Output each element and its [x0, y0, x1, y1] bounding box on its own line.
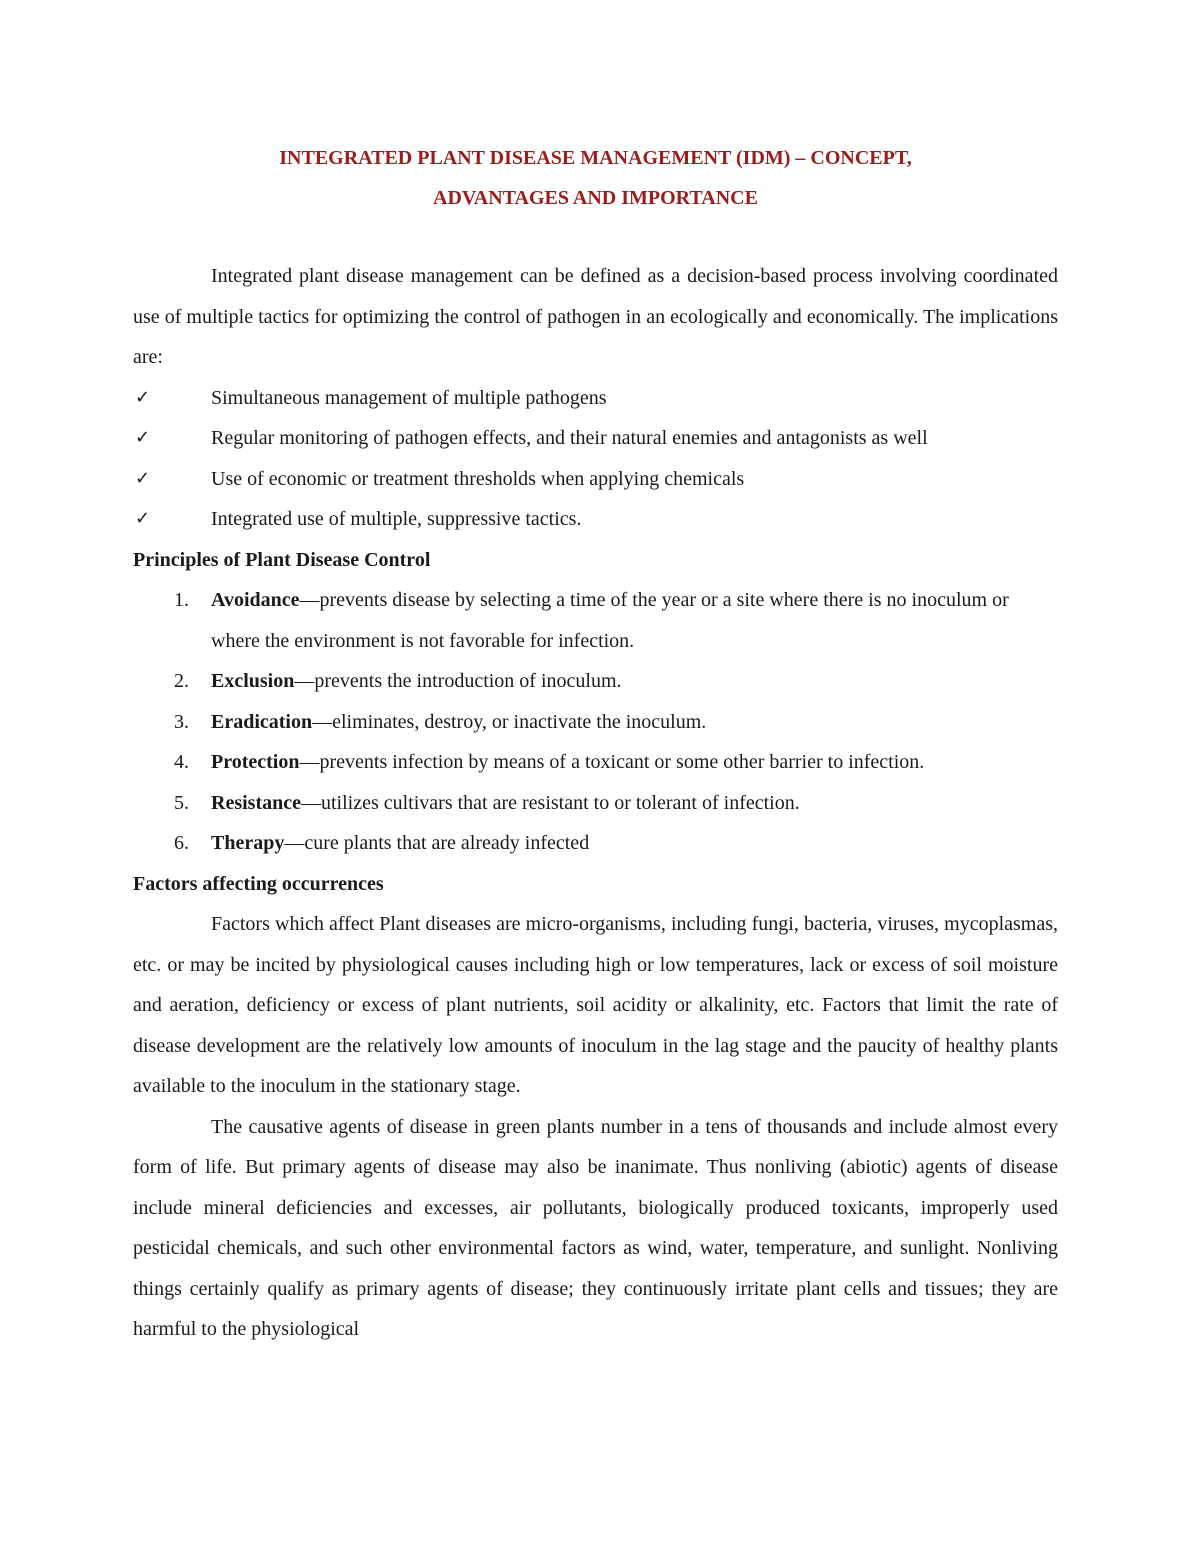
item-number: 5.: [174, 791, 189, 814]
document-title: [133, 138, 1058, 218]
list-item: [133, 702, 1058, 743]
list-item: [133, 661, 1058, 702]
principle-text: —prevents disease by selecting a time of the year or a site where there is no inoculum or where the environment is not favorable for infection.: [211, 589, 1009, 652]
principles-heading: Principles of Plant Disease Control: [133, 548, 431, 571]
title-spacer: [133, 218, 1058, 256]
principle-term: Therapy: [211, 832, 285, 854]
principle-term: Eradication: [211, 710, 313, 733]
item-number: 6.: [174, 832, 189, 854]
principle-text: —utilizes cultivars that are resistant to or tolerant of infection.: [300, 791, 800, 814]
factors-paragraph-2: The causative agents of disease in green plants number in a tens of thousands and include almost every form of life. But primary agents of disease may also be inanimate. Thus nonliving (abiotic) agents of disease include mineral deficiencies and excesses, air pollutants, biologically produced toxicants, improperly used pesticidal chemicals, and such other environmental factors as wind, water, temperature, and sunlight. Nonliving things certainly qualify as primary agents of disease; they continuously irritate plant cells and tissues; they are harmful to the physiological: [133, 1115, 1058, 1340]
checkmark-icon: ✓: [135, 427, 151, 448]
list-item: [133, 742, 1058, 783]
item-number: 4.: [174, 751, 189, 773]
list-item: [133, 378, 1058, 419]
checkmark-icon: ✓: [135, 467, 151, 489]
item-number: 3.: [174, 710, 189, 733]
factors-paragraph-1: Factors which affect Plant diseases are micro-organisms, including fungi, bacteria, viruses, mycoplasmas, etc. or may be incited by physiological causes including high or low temperatures, lack or excess of soil moisture and aeration, deficiency or excess of plant nutrients, soil acidity or alkalinity, etc. Factors that limit the rate of disease development are the relatively low amounts of inoculum in the lag stage and the paucity of healthy plants available to the inoculum in the stationary stage.: [133, 913, 1058, 1097]
item-number: 2.: [174, 670, 189, 692]
principle-text: —prevents infection by means of a toxicant or some other barrier to infection.: [299, 751, 925, 773]
factors-heading: Factors affecting occurrences: [133, 872, 384, 895]
principle-term: Exclusion: [211, 670, 295, 692]
implication-text: Use of economic or treatment thresholds when applying chemicals: [211, 467, 745, 490]
checkmark-icon: ✓: [135, 508, 151, 529]
implication-text: Simultaneous management of multiple pathogens: [211, 386, 607, 409]
principle-text: —eliminates, destroy, or inactivate the inoculum.: [312, 710, 707, 733]
item-number: 1.: [174, 589, 189, 611]
principle-term: Resistance: [211, 791, 301, 814]
list-item: [133, 580, 1058, 661]
principle-term: Protection: [211, 751, 300, 773]
list-item: [133, 499, 1058, 540]
implications-list: [133, 378, 1058, 540]
title-line-2: ADVANTAGES AND IMPORTANCE: [433, 187, 758, 209]
principles-list: [133, 580, 1058, 864]
list-item: [133, 823, 1058, 864]
principle-text: —prevents the introduction of inoculum.: [294, 670, 622, 692]
principle-text: —cure plants that are already infected: [284, 832, 590, 854]
implication-text: Integrated use of multiple, suppressive tactics.: [211, 508, 582, 530]
implication-text: Regular monitoring of pathogen effects, and their natural enemies and antagonists as well: [211, 427, 928, 449]
document-page: [133, 138, 1058, 1350]
list-item: [133, 418, 1058, 459]
principle-term: Avoidance: [211, 589, 300, 611]
list-item: [133, 783, 1058, 824]
list-item: [133, 459, 1058, 500]
checkmark-icon: ✓: [135, 386, 151, 408]
intro-paragraph: Integrated plant disease management can be defined as a decision-based process involving coordinated use of multiple tactics for optimizing the control of pathogen in an ecologically and economically. The implications are:: [133, 265, 1058, 368]
title-line-1: INTEGRATED PLANT DISEASE MANAGEMENT (IDM) – CONCEPT,: [279, 147, 912, 169]
